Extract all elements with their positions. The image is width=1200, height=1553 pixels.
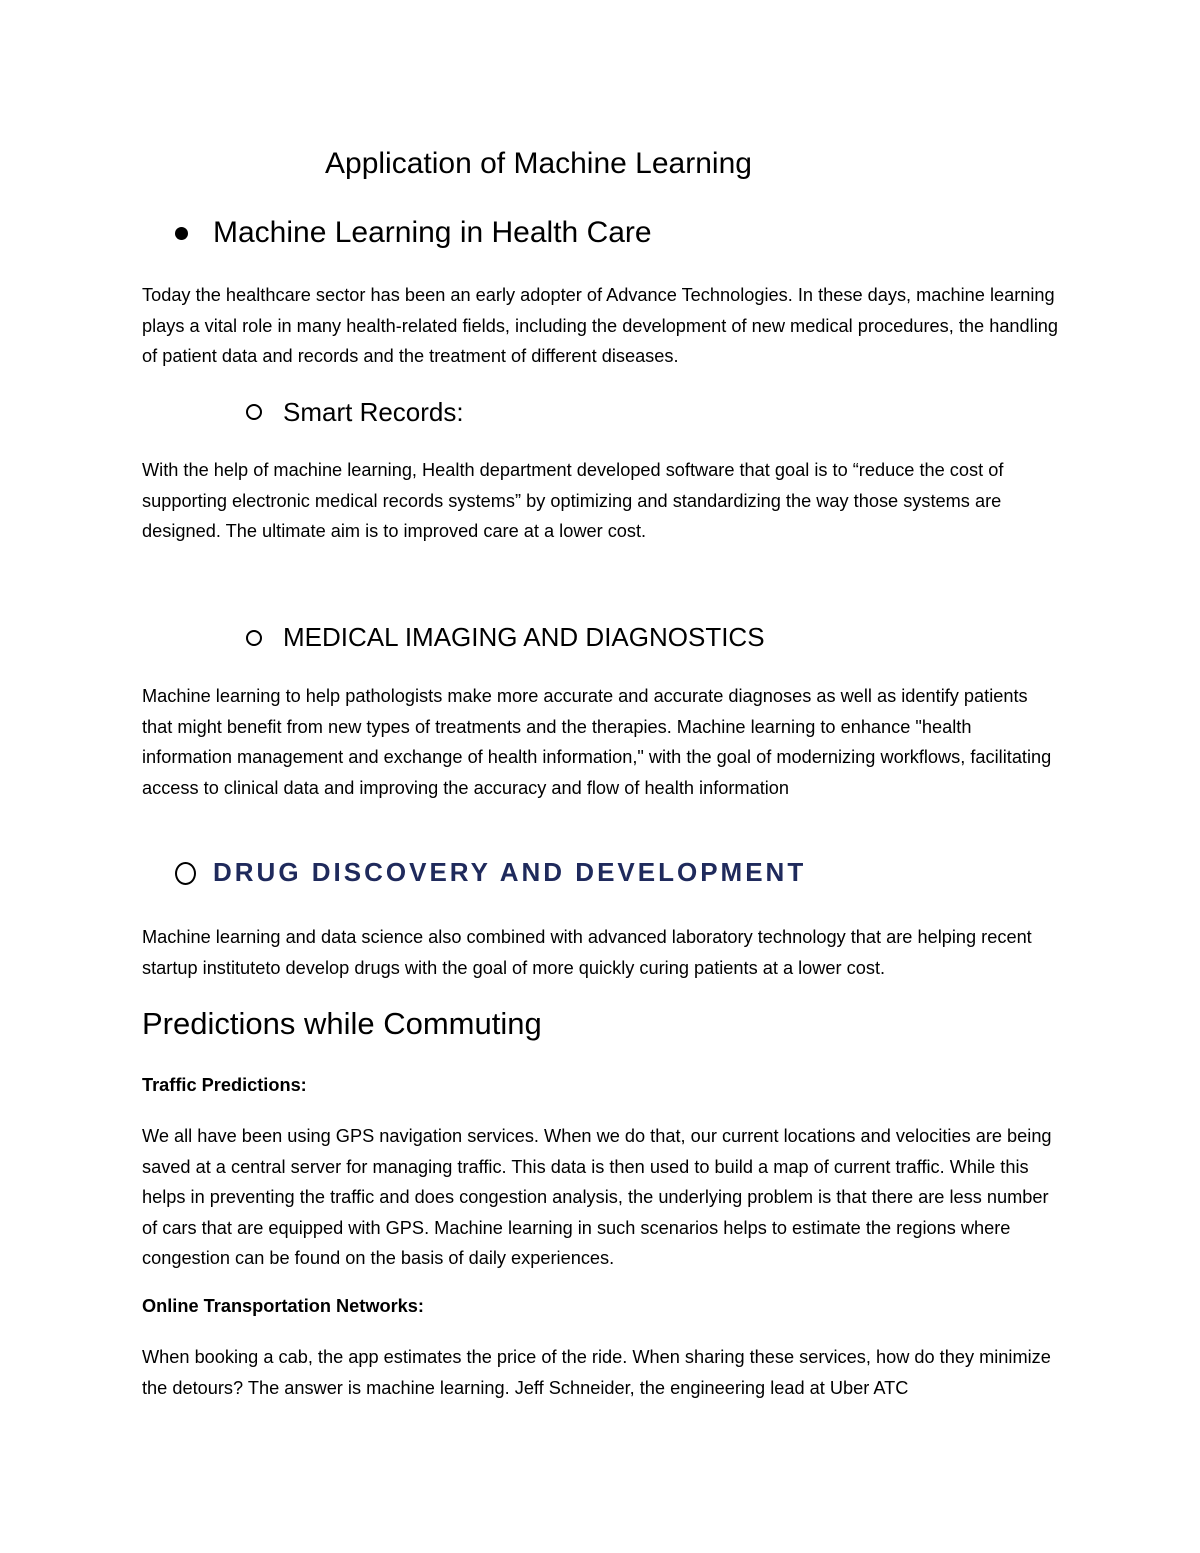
drug-discovery-heading: DRUG DISCOVERY AND DEVELOPMENT xyxy=(213,857,807,887)
smart-records-text: With the help of machine learning, Health department developed software that goal is to “reduce the cost of supporting electronic medical records systems” by optimizing and standardizing the way those systems are designed. The ultimate aim is to improved care at a lower cost. xyxy=(142,460,1004,541)
health-care-intro: Today the healthcare sector has been an early adopter of Advance Technologies. In these days, machine learning plays a vital role in many health-related fields, including the development of new medical procedures, the handling of patient data and records and the treatment of different diseases. xyxy=(142,285,1058,366)
transport-networks-heading: Online Transportation Networks: xyxy=(142,1296,424,1316)
medical-imaging-heading: MEDICAL IMAGING AND DIAGNOSTICS xyxy=(283,622,765,652)
traffic-predictions-heading: Traffic Predictions: xyxy=(142,1075,307,1095)
hollow-circle-bullet-icon xyxy=(246,630,262,646)
smart-records-heading: Smart Records: xyxy=(283,397,464,427)
drug-discovery-text: Machine learning and data science also combined with advanced laboratory technology that are helping recent startup instituteto develop drugs with the goal of more quickly curing patients at a lower cost. xyxy=(142,927,1032,978)
traffic-predictions-text: We all have been using GPS navigation services. When we do that, our current locations and velocities are being saved at a central server for managing traffic. This data is then used to build a map of current traffic. While this helps in preventing the traffic and does congestion analysis, the underlying problem is that there are less number of cars that are equipped with GPS. Machine learning in such scenarios helps to estimate the regions where congestion can be found on the basis of daily experiences. xyxy=(142,1126,1052,1268)
transport-networks-text: When booking a cab, the app estimates the price of the ride. When sharing these services, how do they minimize the detours? The answer is machine learning. Jeff Schneider, the engineering lead at Uber ATC xyxy=(142,1347,1051,1398)
hollow-circle-bullet-icon xyxy=(246,404,262,420)
hollow-circle-bullet-icon xyxy=(175,862,196,885)
bullet-dot-icon xyxy=(175,227,188,240)
commuting-heading: Predictions while Commuting xyxy=(142,1006,542,1041)
medical-imaging-text: Machine learning to help pathologists make more accurate and accurate diagnoses as well as identify patients that might benefit from new types of treatments and the therapies. Machine learning to enhance "health information management and exchange of health information," with the goal of modernizing workflows, facilitating access to clinical data and improving the accuracy and flow of health information xyxy=(142,686,1052,798)
health-care-heading: Machine Learning in Health Care xyxy=(213,216,652,249)
document-title: Application of Machine Learning xyxy=(325,147,752,180)
